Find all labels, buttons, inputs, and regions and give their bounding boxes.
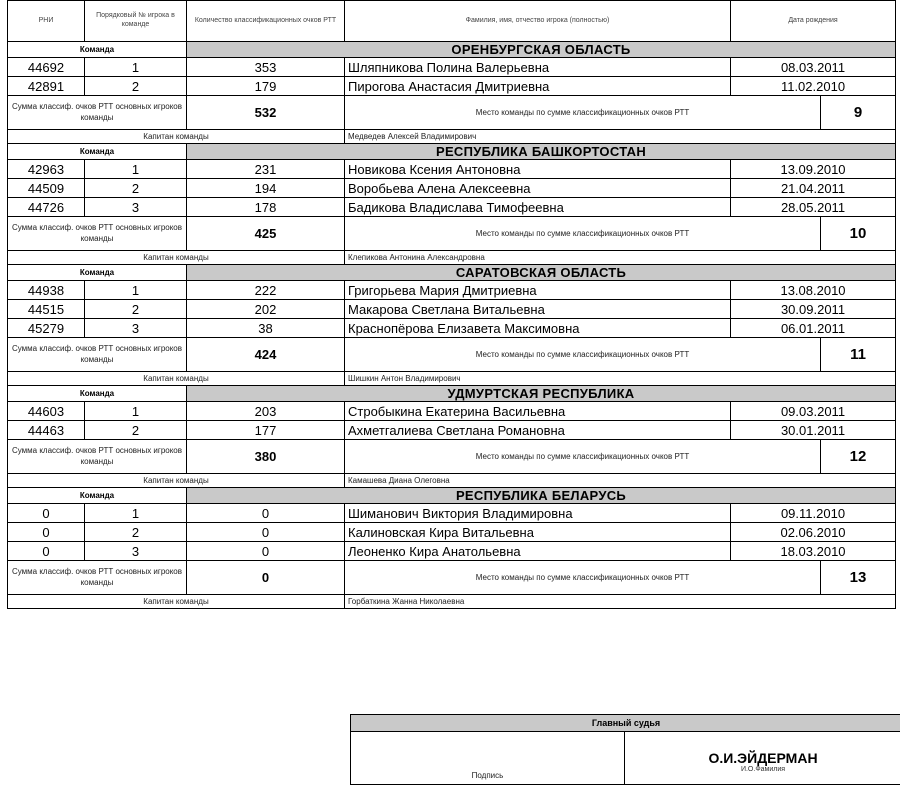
player-points: 0	[187, 504, 345, 523]
team-label: Команда	[8, 488, 187, 504]
player-row	[8, 402, 896, 421]
team-label: Команда	[8, 42, 187, 58]
player-birth-date: 21.04.2011	[731, 179, 896, 198]
player-row	[8, 319, 896, 338]
captain-row	[8, 251, 896, 265]
player-points: 177	[187, 421, 345, 440]
place-label: Место команды по сумме классификационных очков РТТ	[345, 338, 821, 372]
team-points-sum: 424	[187, 338, 345, 372]
team-summary-row	[8, 96, 896, 130]
player-full-name: Калиновская Кира Витальевна	[345, 523, 731, 542]
player-full-name: Воробьева Алена Алексеевна	[345, 179, 731, 198]
player-order-number: 1	[85, 58, 187, 77]
player-points: 0	[187, 523, 345, 542]
place-label: Место команды по сумме классификационных очков РТТ	[345, 440, 821, 474]
player-row	[8, 504, 896, 523]
player-points: 222	[187, 281, 345, 300]
player-order-number: 2	[85, 77, 187, 96]
place-label: Место команды по сумме классификационных очков РТТ	[345, 217, 821, 251]
player-points: 0	[187, 542, 345, 561]
player-full-name: Краснопёрова Елизавета Максимовна	[345, 319, 731, 338]
player-rni: 45279	[8, 319, 85, 338]
judge-name-label: И.О.Фамилия	[740, 765, 786, 773]
captain-row	[8, 130, 896, 144]
team-label: Команда	[8, 386, 187, 402]
player-row	[8, 281, 896, 300]
player-birth-date: 11.02.2010	[731, 77, 896, 96]
player-full-name: Шляпникова Полина Валерьевна	[345, 58, 731, 77]
header-fio: Фамилия, имя, отчество игрока (полностью)	[345, 1, 731, 42]
player-full-name: Леоненко Кира Анатольевна	[345, 542, 731, 561]
captain-name: Медведев Алексей Владимирович	[345, 130, 896, 144]
team-header-row	[8, 488, 896, 504]
captain-row	[8, 372, 896, 386]
captain-name: Клепикова Антонина Александровна	[345, 251, 896, 265]
player-birth-date: 06.01.2011	[731, 319, 896, 338]
captain-row	[8, 595, 896, 609]
place-label: Место команды по сумме классификационных очков РТТ	[345, 561, 821, 595]
player-full-name: Пирогова Анастасия Дмитриевна	[345, 77, 731, 96]
sum-label: Сумма классиф. очков РТТ основных игроков команды	[8, 440, 187, 474]
team-name: ОРЕНБУРГСКАЯ ОБЛАСТЬ	[187, 42, 896, 58]
team-points-sum: 0	[187, 561, 345, 595]
player-full-name: Шиманович Виктория Владимировна	[345, 504, 731, 523]
captain-name: Камашева Диана Олеговна	[345, 474, 896, 488]
team-place: 10	[821, 217, 896, 251]
player-birth-date: 28.05.2011	[731, 198, 896, 217]
team-header-row	[8, 144, 896, 160]
judge-name-cell	[625, 732, 900, 785]
player-rni: 42891	[8, 77, 85, 96]
player-row	[8, 542, 896, 561]
table-header-row	[8, 1, 896, 42]
player-birth-date: 09.11.2010	[731, 504, 896, 523]
player-full-name: Стробыкина Екатерина Васильевна	[345, 402, 731, 421]
player-row	[8, 160, 896, 179]
team-points-sum: 380	[187, 440, 345, 474]
chief-judge-block	[350, 714, 900, 785]
team-header-row	[8, 386, 896, 402]
player-order-number: 3	[85, 319, 187, 338]
player-row	[8, 58, 896, 77]
player-order-number: 2	[85, 179, 187, 198]
player-birth-date: 09.03.2011	[731, 402, 896, 421]
chief-judge-title: Главный судья	[351, 715, 900, 732]
player-points: 353	[187, 58, 345, 77]
sum-label: Сумма классиф. очков РТТ основных игроков команды	[8, 217, 187, 251]
player-full-name: Ахметгалиева Светлана Романовна	[345, 421, 731, 440]
team-label: Команда	[8, 144, 187, 160]
player-rni: 44692	[8, 58, 85, 77]
team-summary-row	[8, 440, 896, 474]
player-order-number: 2	[85, 523, 187, 542]
team-summary-row	[8, 217, 896, 251]
place-label: Место команды по сумме классификационных очков РТТ	[345, 96, 821, 130]
captain-row	[8, 474, 896, 488]
team-summary-row	[8, 561, 896, 595]
header-rni: РНИ	[8, 1, 85, 42]
player-order-number: 1	[85, 402, 187, 421]
roster-document	[7, 0, 895, 780]
captain-name: Горбаткина Жанна Николаевна	[345, 595, 896, 609]
player-order-number: 2	[85, 421, 187, 440]
player-order-number: 1	[85, 281, 187, 300]
player-row	[8, 198, 896, 217]
player-full-name: Новикова Ксения Антоновна	[345, 160, 731, 179]
player-order-number: 1	[85, 504, 187, 523]
player-birth-date: 13.08.2010	[731, 281, 896, 300]
player-full-name: Григорьева Мария Дмитриевна	[345, 281, 731, 300]
player-row	[8, 300, 896, 319]
player-birth-date: 13.09.2010	[731, 160, 896, 179]
player-row	[8, 77, 896, 96]
player-points: 38	[187, 319, 345, 338]
team-points-sum: 425	[187, 217, 345, 251]
player-points: 202	[187, 300, 345, 319]
sum-label: Сумма классиф. очков РТТ основных игроков команды	[8, 561, 187, 595]
player-birth-date: 02.06.2010	[731, 523, 896, 542]
player-rni: 44726	[8, 198, 85, 217]
team-header-row	[8, 42, 896, 58]
team-place: 13	[821, 561, 896, 595]
player-birth-date: 18.03.2010	[731, 542, 896, 561]
captain-label: Капитан команды	[8, 130, 345, 144]
player-points: 179	[187, 77, 345, 96]
sum-label: Сумма классиф. очков РТТ основных игроков команды	[8, 96, 187, 130]
player-order-number: 3	[85, 198, 187, 217]
player-rni: 0	[8, 542, 85, 561]
team-name: РЕСПУБЛИКА БАШКОРТОСТАН	[187, 144, 896, 160]
player-order-number: 1	[85, 160, 187, 179]
team-name: САРАТОВСКАЯ ОБЛАСТЬ	[187, 265, 896, 281]
player-points: 231	[187, 160, 345, 179]
player-points: 194	[187, 179, 345, 198]
captain-label: Капитан команды	[8, 251, 345, 265]
header-order: Порядковый № игрока в команде	[85, 1, 187, 42]
team-label: Команда	[8, 265, 187, 281]
team-name: УДМУРТСКАЯ РЕСПУБЛИКА	[187, 386, 896, 402]
team-summary-row	[8, 338, 896, 372]
player-rni: 42963	[8, 160, 85, 179]
captain-label: Капитан команды	[8, 372, 345, 386]
player-birth-date: 30.01.2011	[731, 421, 896, 440]
team-place: 9	[821, 96, 896, 130]
player-full-name: Макарова Светлана Витальевна	[345, 300, 731, 319]
player-rni: 44938	[8, 281, 85, 300]
signature-field: Подпись	[351, 732, 625, 785]
player-points: 178	[187, 198, 345, 217]
player-row	[8, 421, 896, 440]
captain-label: Капитан команды	[8, 474, 345, 488]
player-order-number: 3	[85, 542, 187, 561]
player-rni: 0	[8, 523, 85, 542]
team-points-sum: 532	[187, 96, 345, 130]
team-header-row	[8, 265, 896, 281]
player-birth-date: 08.03.2011	[731, 58, 896, 77]
judge-name: О.И.ЭЙДЕРМАН	[708, 749, 818, 766]
player-rni: 44509	[8, 179, 85, 198]
team-name: РЕСПУБЛИКА БЕЛАРУСЬ	[187, 488, 896, 504]
team-roster-table	[7, 0, 896, 609]
player-birth-date: 30.09.2011	[731, 300, 896, 319]
player-points: 203	[187, 402, 345, 421]
team-place: 12	[821, 440, 896, 474]
player-rni: 44515	[8, 300, 85, 319]
player-order-number: 2	[85, 300, 187, 319]
sum-label: Сумма классиф. очков РТТ основных игроков команды	[8, 338, 187, 372]
header-points: Количество классификационных очков РТТ	[187, 1, 345, 42]
player-rni: 44463	[8, 421, 85, 440]
captain-name: Шишкин Антон Владимирович	[345, 372, 896, 386]
team-place: 11	[821, 338, 896, 372]
player-row	[8, 523, 896, 542]
player-full-name: Бадикова Владислава Тимофеевна	[345, 198, 731, 217]
header-dob: Дата рождения	[731, 1, 896, 42]
player-row	[8, 179, 896, 198]
player-rni: 44603	[8, 402, 85, 421]
captain-label: Капитан команды	[8, 595, 345, 609]
player-rni: 0	[8, 504, 85, 523]
